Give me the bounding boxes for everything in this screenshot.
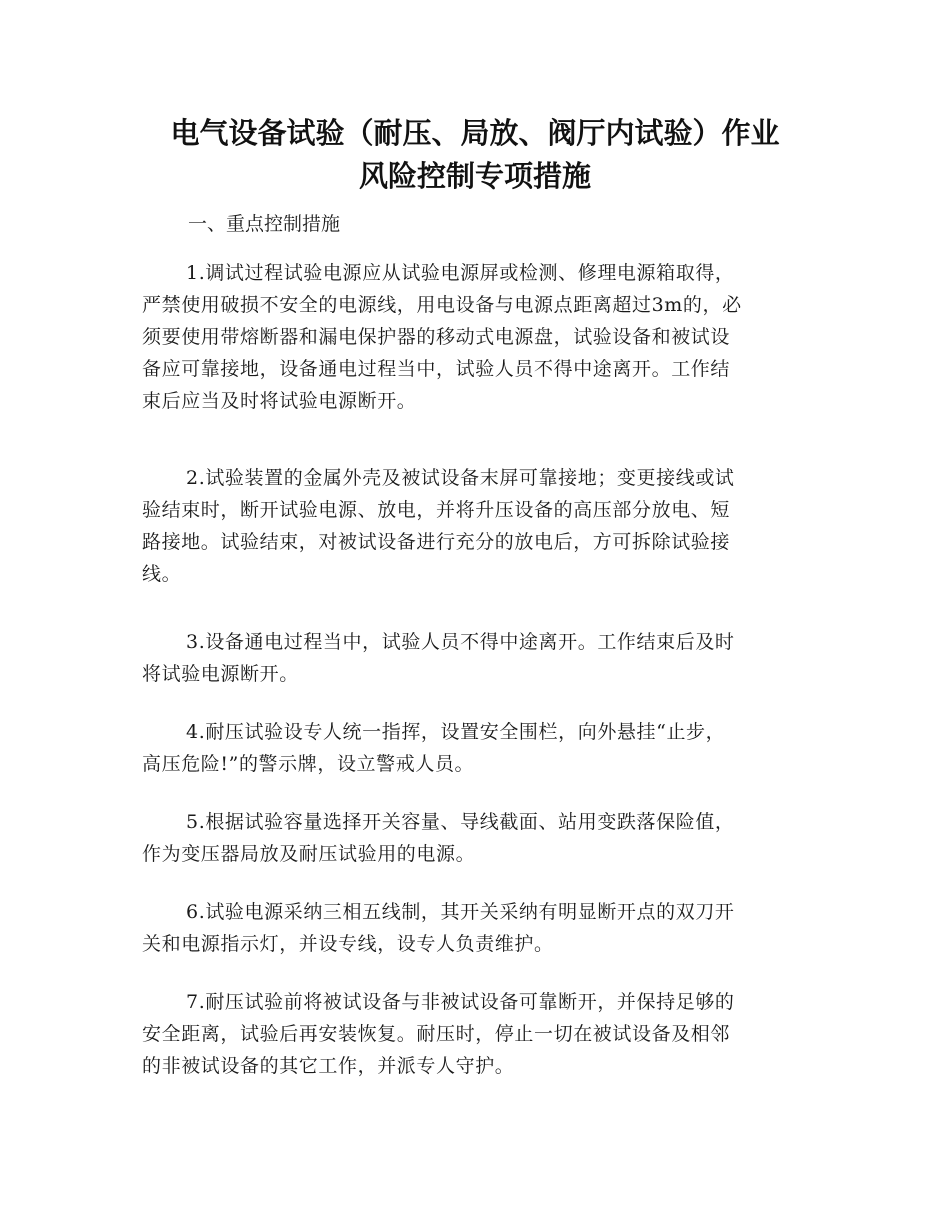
paragraph-line: 2.试验装置的金属外壳及被试设备末屏可靠接地；变更接线或试 xyxy=(186,467,735,489)
paragraph-line: 须要使用带熔断器和漏电保护器的移动式电源盘，试验设备和被试设 xyxy=(142,326,731,348)
paragraph-4 xyxy=(142,716,812,780)
paragraph-line: 束后应当及时将试验电源断开。 xyxy=(142,390,417,412)
paragraph-line: 6.试验电源采纳三相五线制，其开关采纳有明显断开点的双刀开 xyxy=(186,901,735,923)
paragraph-line: 备应可靠接地，设备通电过程当中，试验人员不得中途离开。工作结 xyxy=(142,358,731,380)
document-title-line-1: 电气设备试验（耐压、局放、阀厅内试验）作业 xyxy=(170,116,780,150)
paragraph-line: 作为变压器局放及耐压试验用的电源。 xyxy=(142,843,476,865)
paragraph-line: 7.耐压试验前将被试设备与非被试设备可靠断开，并保持足够的 xyxy=(186,991,735,1013)
paragraph-line: 验结束时，断开试验电源、放电，并将升压设备的高压部分放电、短 xyxy=(142,499,731,521)
paragraph-7 xyxy=(142,986,812,1082)
paragraph-line: 5.根据试验容量选择开关容量、导线截面、站用变跌落保险值， xyxy=(186,811,735,833)
paragraph-line: 4.耐压试验设专人统一指挥，设置安全围栏，向外悬挂“止步， xyxy=(186,721,726,743)
paragraph-6 xyxy=(142,896,812,960)
paragraph-line: 路接地。试验结束，对被试设备进行充分的放电后，方可拆除试验接 xyxy=(142,531,731,553)
paragraph-line: 1.调试过程试验电源应从试验电源屏或检测、修理电源箱取得， xyxy=(186,262,735,284)
paragraph-line: 关和电源指示灯，并设专线，设专人负责维护。 xyxy=(142,933,554,955)
paragraph-line: 严禁使用破损不安全的电源线，用电设备与电源点距离超过3m的，必 xyxy=(142,294,742,316)
paragraph-line: 的非被试设备的其它工作，并派专人守护。 xyxy=(142,1055,515,1077)
section-heading: 一、重点控制措施 xyxy=(188,213,341,235)
document-title-line-2: 风险控制专项措施 xyxy=(358,159,591,193)
paragraph-5 xyxy=(142,806,812,870)
paragraph-1 xyxy=(142,257,812,417)
paragraph-line: 将试验电源断开。 xyxy=(142,663,299,685)
paragraph-line: 3.设备通电过程当中，试验人员不得中途离开。工作结束后及时 xyxy=(186,631,735,653)
paragraph-3 xyxy=(142,626,812,690)
paragraph-line: 安全距离，试验后再安装恢复。耐压时，停止一切在被试设备及相邻 xyxy=(142,1023,731,1045)
paragraph-line: 高压危险!”的警示牌，设立警戒人员。 xyxy=(142,753,475,775)
paragraph-2 xyxy=(142,462,812,590)
paragraph-line: 线。 xyxy=(142,563,182,585)
